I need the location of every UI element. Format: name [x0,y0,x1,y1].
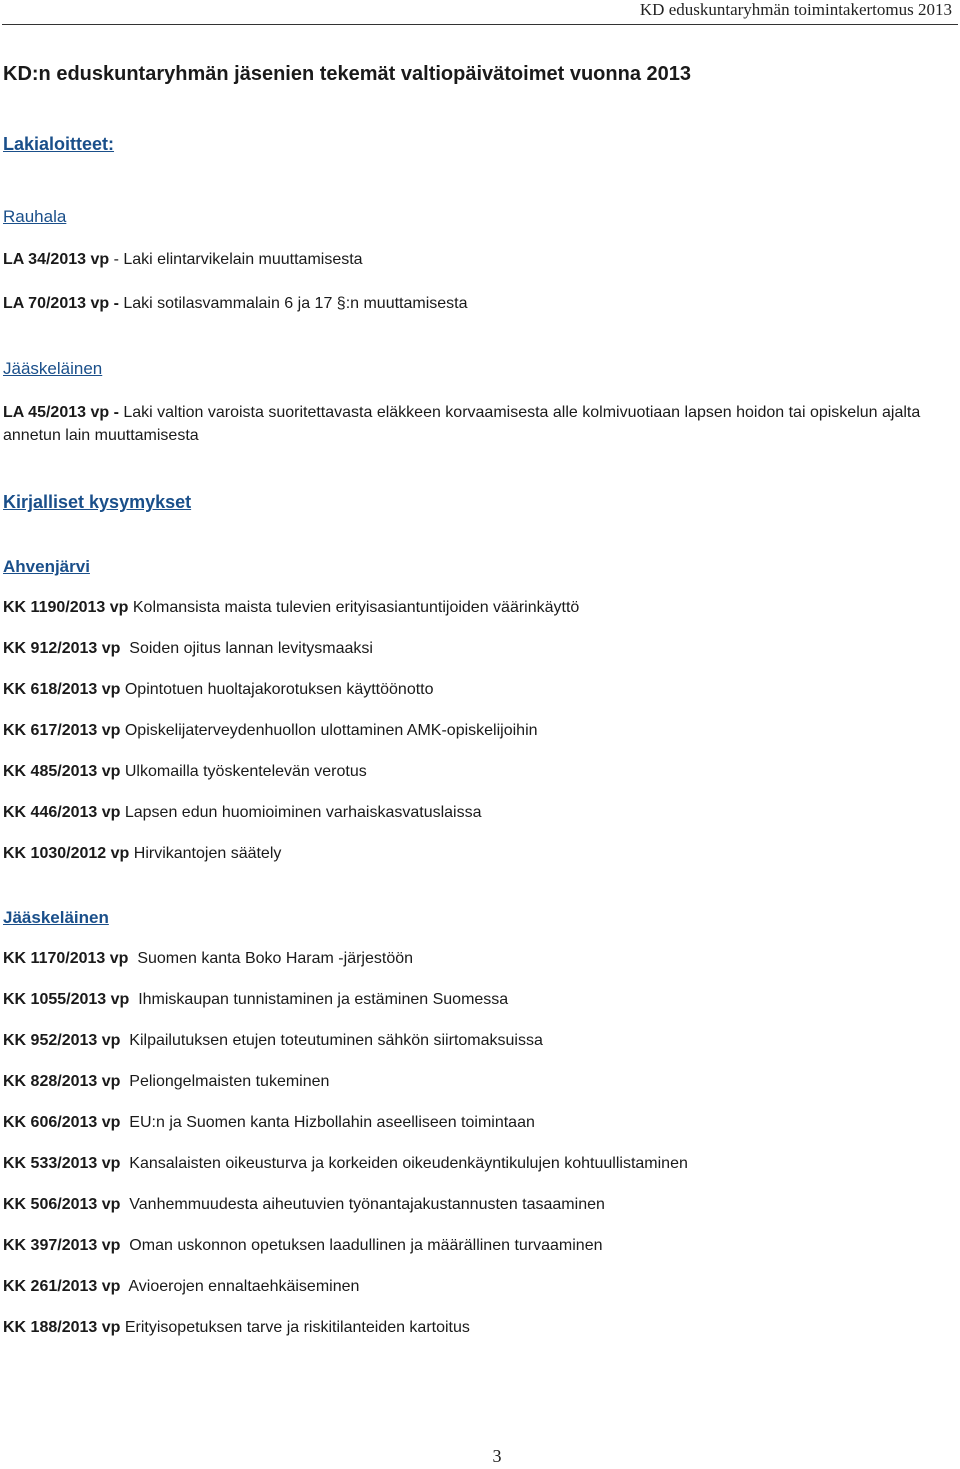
item-text: Opiskelijaterveydenhuollon ulottaminen AMK-opiskelijoihin [120,722,538,739]
person-heading-rauhala: Rauhala [3,207,67,226]
list-item [3,1152,953,1175]
list-item [3,1275,953,1298]
item-text: Erityisopetuksen tarve ja riskitilanteiden kartoitus [120,1319,470,1336]
item-text: Oman uskonnon opetuksen laadullinen ja määrällinen turvaaminen [120,1237,603,1254]
item-code: KK 952/2013 vp [3,1032,121,1049]
list-item [3,1070,953,1093]
list-item [3,401,948,447]
item-text: Ihmiskaupan tunnistaminen ja estäminen Suomessa [129,991,509,1008]
item-text: Vanhemmuudesta aiheutuvien työnantajakustannusten tasaaminen [120,1196,605,1213]
item-code: KK 397/2013 vp [3,1237,121,1254]
item-code: KK 1170/2013 vp [3,950,129,967]
item-code: KK 446/2013 vp [3,804,121,821]
item-code: KK 533/2013 vp [3,1155,121,1172]
item-code: KK 912/2013 vp [3,640,121,657]
item-code: KK 188/2013 vp [3,1319,121,1336]
item-code: KK 1190/2013 vp [3,599,129,616]
item-code: KK 261/2013 vp [3,1278,121,1295]
item-code: LA 45/2013 vp - [3,404,119,421]
page-title: KD:n eduskuntaryhmän jäsenien tekemät valtiopäivätoimet vuonna 2013 [3,63,691,85]
list-item [3,760,953,783]
item-text: - Laki elintarvikelain muuttamisesta [109,251,363,268]
list-item [3,1029,953,1052]
item-text: Hirvikantojen säätely [129,845,282,862]
item-text: Kolmansista maista tulevien erityisasiantuntijoiden väärinkäyttö [128,599,580,616]
list-item [3,1193,953,1216]
list-item [3,801,953,824]
item-code: KK 1055/2013 vp [3,991,130,1008]
item-code: KK 1030/2012 vp [3,845,130,862]
list-item [3,1316,953,1339]
list-item [3,1234,953,1257]
item-code: KK 618/2013 vp [3,681,121,698]
list-item [3,637,953,660]
item-text: Lapsen edun huomioiminen varhaiskasvatuslaissa [120,804,482,821]
document-body [3,60,953,1339]
item-text: Kansalaisten oikeusturva ja korkeiden oikeudenkäyntikulujen kohtuullistaminen [120,1155,688,1172]
section-heading-lakialoitteet: Lakialoitteet: [3,134,115,154]
item-code: KK 506/2013 vp [3,1196,121,1213]
person-heading-jaaskelainen: Jääskeläinen [3,359,103,378]
list-item [3,248,953,271]
running-header: KD eduskuntaryhmän toimintakertomus 2013 [639,0,952,19]
list-item [3,292,953,315]
item-text: Kilpailutuksen etujen toteutuminen sähkön siirtomaksuissa [120,1032,543,1049]
item-code: LA 34/2013 vp [3,251,110,268]
item-code: KK 828/2013 vp [3,1073,121,1090]
list-item [3,719,953,742]
item-text: Opintotuen huoltajakorotuksen käyttöönotto [120,681,434,698]
person-heading-jaaskelainen-kk: Jääskeläinen [3,908,109,927]
section-heading-kysymykset: Kirjalliset kysymykset [3,492,192,512]
list-item [3,596,953,619]
list-item [3,988,953,1011]
item-text: Avioerojen ennaltaehkäiseminen [120,1278,360,1295]
person-heading-ahvenjarvi: Ahvenjärvi [3,557,90,576]
page-number: 3 [492,1446,502,1466]
header-rule [2,24,958,25]
item-code: KK 617/2013 vp [3,722,121,739]
item-code: KK 485/2013 vp [3,763,121,780]
list-item [3,947,953,970]
item-text: EU:n ja Suomen kanta Hizbollahin aseelliseen toimintaan [120,1114,535,1131]
item-text: Soiden ojitus lannan levitysmaaksi [120,640,373,657]
list-item [3,842,953,865]
item-text: Laki valtion varoista suoritettavasta eläkkeen korvaamisesta alle kolmivuotiaan lapsen hoidon tai opiskelun ajalta annetun lain muuttamisesta [3,404,921,444]
question-list-jaaskelainen [3,947,953,1339]
item-text: Suomen kanta Boko Haram -järjestöön [128,950,414,967]
item-code: LA 70/2013 vp - [3,295,119,312]
question-list-ahvenjarvi [3,596,953,865]
list-item [3,1111,953,1134]
item-text: Peliongelmaisten tukeminen [120,1073,330,1090]
item-code: KK 606/2013 vp [3,1114,121,1131]
item-text: Laki sotilasvammalain 6 ja 17 §:n muuttamisesta [118,295,468,312]
list-item [3,678,953,701]
item-text: Ulkomailla työskentelevän verotus [120,763,367,780]
